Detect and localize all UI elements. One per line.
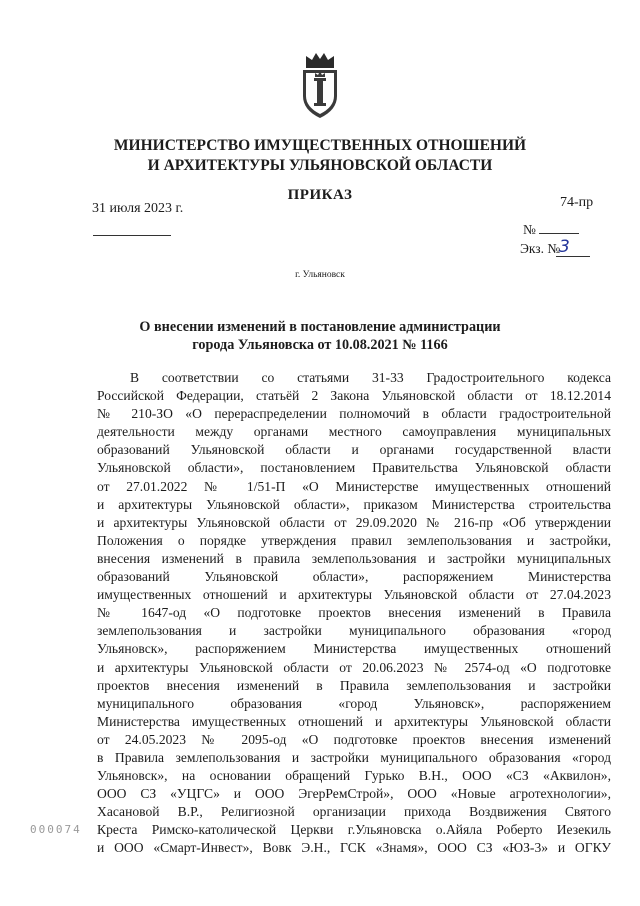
body-line: Креста Римско-католической Церкви г.Ульяновска о.Айяла Роберто Иезекиль bbox=[97, 822, 611, 838]
body-line: и архитектуры Ульяновской области от 29.09.2020 № 216-пр «Об утверждении bbox=[97, 514, 611, 530]
copy-number-handwritten: 3 bbox=[559, 237, 570, 257]
body-text bbox=[97, 369, 611, 858]
page-number-stamp: 000074 bbox=[30, 823, 82, 836]
body-line: в Правила землепользования и застройки муниципального образования «город bbox=[97, 749, 611, 765]
coat-of-arms-icon bbox=[296, 50, 344, 122]
copy-number-underline bbox=[556, 256, 590, 257]
body-line: внесения изменений в правила землепользования и застройки муниципальных bbox=[97, 550, 611, 566]
body-line: Положения о порядке утверждения правил землепользования и застройки, bbox=[97, 532, 611, 548]
body-line: Российской Федерации, статьёй 2 Закона Ульяновской области от 18.12.2014 bbox=[97, 388, 611, 404]
body-line: ООО СЗ «УЦГС» и ООО ЭгерРемСтрой», ООО «Новые агротехнологии», bbox=[97, 786, 611, 802]
ministry-name-line-1: МИНИСТЕРСТВО ИМУЩЕСТВЕННЫХ ОТНОШЕНИЙ bbox=[113, 137, 527, 154]
body-line: образований Ульяновской области», распоряжением Министерства bbox=[97, 569, 611, 585]
document-title-line-2: города Ульяновска от 10.08.2021 № 1166 bbox=[192, 337, 448, 353]
document-date: 31 июля 2023 г. bbox=[92, 201, 184, 216]
body-line: деятельности между органами местного самоуправления муниципальных bbox=[97, 424, 611, 440]
body-line: Министерства имущественных отношений и архитектуры Ульяновской области bbox=[97, 713, 611, 729]
copy-number-label: Экз. № bbox=[520, 241, 561, 256]
body-line: имущественных отношений и архитектуры Ульяновской области от 27.04.2023 bbox=[97, 587, 611, 603]
body-line: образований Ульяновской области и органами государственной власти bbox=[97, 442, 611, 458]
ministry-name-line-2: И АРХИТЕКТУРЫ УЛЬЯНОВСКОЙ ОБЛАСТИ bbox=[147, 157, 493, 174]
body-line: № 1647-од «О подготовке проектов внесения изменений в Правила bbox=[97, 605, 611, 621]
document-number: 74-пр bbox=[560, 195, 594, 210]
document-title-line-1: О внесении изменений в постановление администрации bbox=[139, 319, 501, 335]
body-line: от 24.05.2023 № 2095-од «О подготовке проектов внесения изменений bbox=[97, 731, 611, 747]
body-line: Хасановой В.Р., Религиозной организации прихода Воздвижения Святого bbox=[97, 804, 611, 820]
body-line: В соответствии со статьями 31-33 Градостроительного кодекса bbox=[130, 370, 611, 385]
body-line: и архитектуры Ульяновской области от 20.06.2023 № 2574-од «О подготовке bbox=[97, 659, 611, 675]
body-line: муниципального образования «город Ульяновск», распоряжением bbox=[97, 695, 611, 711]
document-type: ПРИКАЗ bbox=[287, 187, 353, 203]
body-line: и ООО «Смарт-Инвест», Вовк Э.Н., ГСК «Знамя», ООО СЗ «ЮЗ-3» и ОГКУ bbox=[97, 840, 611, 856]
body-line: проектов внесения изменений в Правила землепользования и застройки bbox=[97, 677, 611, 693]
body-line: и архитектуры Ульяновской области», приказом Министерства строительства bbox=[97, 496, 611, 512]
registration-number-blank bbox=[539, 233, 579, 234]
body-line: Ульяновск», на основании обращений Гурько В.Н., ООО «СЗ «Аквилон», bbox=[97, 768, 611, 784]
signature-blank-line bbox=[93, 235, 171, 236]
body-line: от 27.01.2022 № 1/51-П «О Министерстве имущественных отношений bbox=[97, 478, 611, 494]
body-line: Ульяновск», распоряжением Министерства имущественных отношений bbox=[97, 641, 611, 657]
registration-number-label: № bbox=[523, 222, 536, 237]
body-line: Ульяновской области», постановлением Правительства Ульяновской области bbox=[97, 460, 611, 476]
city-name: г. Ульяновск bbox=[295, 270, 345, 280]
body-line: № 210-ЗО «О перераспределении полномочий в области градостроительной bbox=[97, 406, 611, 422]
body-line: землепользования и застройки муниципального образования «город bbox=[97, 623, 611, 639]
